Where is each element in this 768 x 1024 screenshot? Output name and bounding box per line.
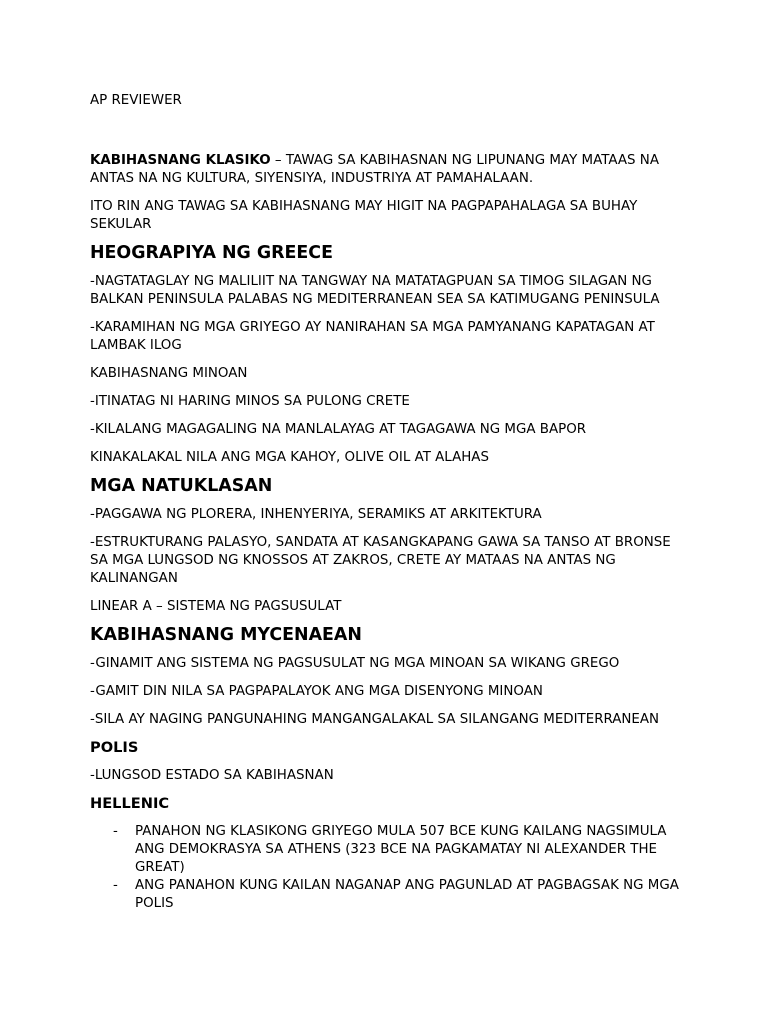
greece-paragraph-4: -ITINATAG NI HARING MINOS SA PULONG CRETE	[90, 394, 410, 409]
heading-heograpiya: HEOGRAPIYA NG GREECE	[90, 243, 333, 263]
heading-hellenic: HELLENIC	[90, 795, 170, 812]
greece-paragraph-5: -KILALANG MAGAGALING NA MANLALAYAG AT TAGAGAWA NG MGA BAPOR	[90, 422, 587, 437]
list-item-text: ANG PANAHON KUNG KAILAN NAGANAP ANG PAGUNLAD AT PAGBAGSAK NG MGA POLIS	[135, 878, 679, 911]
mycenaean-paragraph-3: -SILA AY NAGING PANGUNAHING MANGANGALAKAL SA SILANGANG MEDITERRANEAN	[90, 712, 660, 727]
list-item	[90, 823, 690, 877]
list-item	[90, 877, 690, 913]
natuklasan-paragraph-1: -PAGGAWA NG PLORERA, INHENYERIYA, SERAMIKS AT ARKITEKTURA	[90, 507, 542, 522]
greece-paragraph-6: KINAKALAKAL NILA ANG MGA KAHOY, OLIVE OIL AT ALAHAS	[90, 450, 489, 465]
list-dash: -	[113, 824, 118, 839]
intro-term: KABIHASNANG KLASIKO	[90, 153, 271, 168]
hellenic-list	[90, 823, 690, 913]
polis-paragraph-1: -LUNGSOD ESTADO SA KABIHASNAN	[90, 768, 334, 783]
intro-paragraph	[90, 152, 690, 188]
list-dash: -	[113, 878, 118, 893]
greece-paragraph-2: -KARAMIHAN NG MGA GRIYEGO AY NANIRAHAN SA MGA PAMYANANG KAPATAGAN AT LAMBAK ILOG	[90, 320, 655, 353]
document-title: AP REVIEWER	[90, 93, 182, 108]
heading-natuklasan: MGA NATUKLASAN	[90, 476, 273, 496]
mycenaean-paragraph-1: -GINAMIT ANG SISTEMA NG PAGSUSULAT NG MGA MINOAN SA WIKANG GREGO	[90, 656, 620, 671]
document-page	[90, 92, 690, 913]
mycenaean-paragraph-2: -GAMIT DIN NILA SA PAGPAPALAYOK ANG MGA DISENYONG MINOAN	[90, 684, 543, 699]
heading-polis: POLIS	[90, 739, 139, 756]
greece-paragraph-1: -NAGTATAGLAY NG MALILIIT NA TANGWAY NA MATATAGPUAN SA TIMOG SILAGAN NG BALKAN PENINSULA PALABAS NG MEDITERRANEAN SEA SA KATIMUGANG PENINSULA	[90, 274, 660, 307]
natuklasan-paragraph-3: LINEAR A – SISTEMA NG PAGSUSULAT	[90, 599, 342, 614]
natuklasan-paragraph-2: -ESTRUKTURANG PALASYO, SANDATA AT KASANGKAPANG GAWA SA TANSO AT BRONSE SA MGA LUNGSOD NG KNOSSOS AT ZAKROS, CRETE AY MATAAS NA ANTAS NG KALINANGAN	[90, 535, 671, 586]
heading-mycenaean: KABIHASNANG MYCENAEAN	[90, 625, 362, 645]
intro-paragraph-2: ITO RIN ANG TAWAG SA KABIHASNANG MAY HIGIT NA PAGPAPAHALAGA SA BUHAY SEKULAR	[90, 199, 638, 232]
intro-definition: – TAWAG SA KABIHASNAN NG LIPUNANG MAY MATAAS NA ANTAS NA NG KULTURA, SIYENSIYA, INDUSTRIYA AT PAMAHALAAN.	[90, 153, 659, 186]
list-item-text: PANAHON NG KLASIKONG GRIYEGO MULA 507 BCE KUNG KAILANG NAGSIMULA ANG DEMOKRASYA SA ATHENS (323 BCE NA PAGKAMATAY NI ALEXANDER THE GREAT)	[135, 824, 667, 875]
greece-paragraph-3: KABIHASNANG MINOAN	[90, 366, 248, 381]
